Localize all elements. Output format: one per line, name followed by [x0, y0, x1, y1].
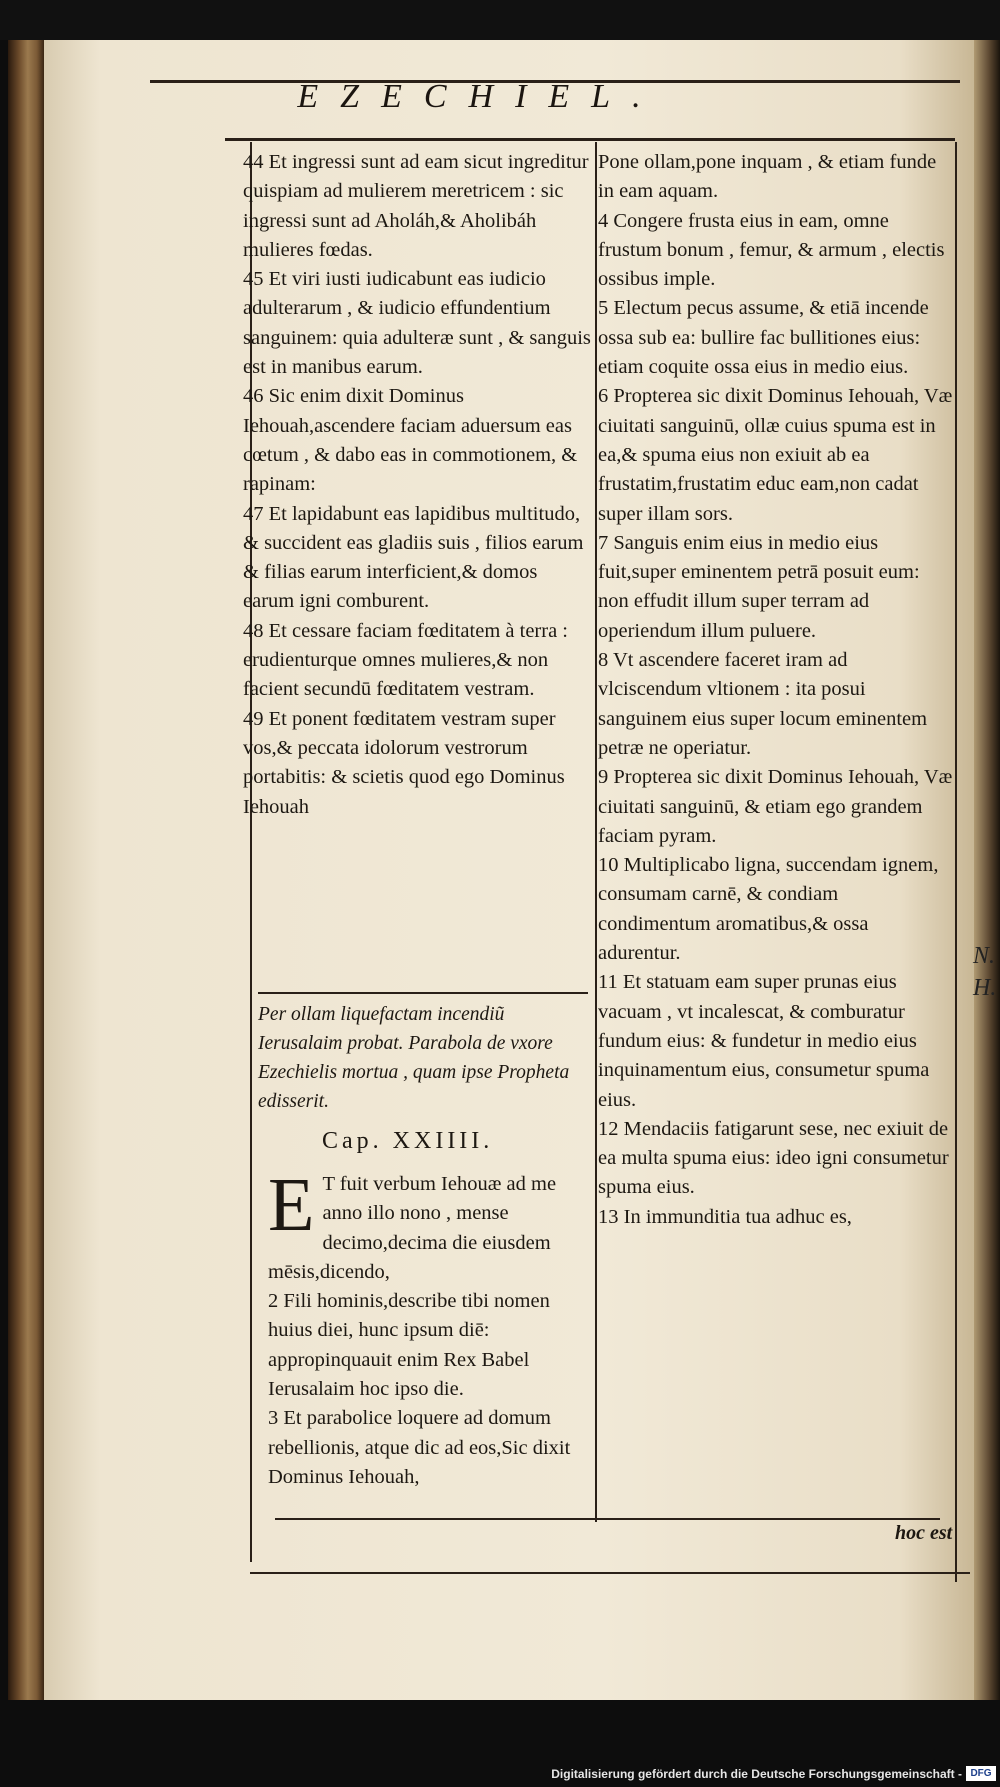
scan-top-border [0, 0, 1000, 40]
header-rule-bottom [225, 138, 955, 141]
verse-47: 47 Et lapidabunt eas lapidibus multitudo, & succident eas gladiis suis , filios earum & filias earum interficient,& domos earum igni comburent. [243, 502, 584, 613]
verse-44: 44 Et ingressi sunt ad eam sicut ingreditur quispiam ad mulierem meretricem : sic ingressi sunt ad Aholáh,& Aholibáh mulieres fœdas. [243, 151, 589, 261]
verse-1-text: T fuit verbum Iehouæ ad me anno illo nono , mense decimo,decima die eiusdem mēsis,dicendo, [268, 1173, 557, 1283]
left-column [243, 148, 593, 822]
chapter-summary: Per ollam liquefactam incendiũ Ierusalaim probat. Parabola de vxore Ezechielis mortua , quam ipse Propheta edisserit. [258, 1004, 570, 1112]
verse-6: 6 Propterea sic dixit Dominus Iehouah, Væ ciuitati sanguinū, ollæ cuius spuma est in ea,& spuma eius non exiuit ab ea frustatim,frustatim educ eam,non cadat super illam sors. [598, 385, 953, 525]
verse-8: 8 Vt ascendere faceret iram ad vlciscendum vltionem : ita posui sanguinem eius super locum eminentem petræ ne operiatur. [598, 649, 928, 759]
verse-4: 4 Congere frusta eius in eam, omne frustum bonum , femur, & armum , electis ossibus imple. [598, 209, 945, 291]
book-fore-edge [8, 40, 44, 1700]
verse-10: 10 Multiplicabo ligna, succendam ignem, consumam carnē, & condiam condimentum aromatibus,& ossa adurentur. [598, 854, 939, 965]
digitization-footer [0, 1762, 1000, 1787]
verse-3-cont: Pone ollam,pone inquam , & etiam funde in eam aquam. [598, 151, 937, 203]
verse-9: 9 Propterea sic dixit Dominus Iehouah, Væ ciuitati sanguinū, & etiam ego grandem faciam pyram. [598, 766, 953, 847]
verse-48: 48 Et cessare faciam fœditatem à terra : erudienturque omnes mulieres,& non facient secundū fœditatem vestram. [243, 619, 568, 701]
drop-cap: E [268, 1163, 315, 1247]
catchword: hoc est [895, 1522, 953, 1544]
verse-49: 49 Et ponent fœditatem vestram super vos,& peccata idolorum vestrorum portabitis: & scietis quod ego Dominus Iehouah [243, 707, 565, 818]
margin-note-h: H. [973, 975, 997, 1001]
verse-5: 5 Electum pecus assume, & etiā incende ossa sub ea: bullire fac bullitiones eius: etiam coquite ossa eius in medio eius. [598, 297, 929, 379]
dfg-logo: DFG [966, 1766, 996, 1781]
verse-45: 45 Et viri iusti iudicabunt eas iudicio adulterarum , & iudicio effundentium sanguinem: quia adulteræ sunt , & sanguis est in manibus earum. [243, 268, 591, 379]
margin-note-n: N. [973, 943, 996, 969]
page-bottom-rule [250, 1572, 970, 1574]
page-title: EZECHIEL. [297, 78, 663, 115]
margin-note [973, 940, 1000, 1004]
verse-46: 46 Sic enim dixit Dominus Iehouah,ascendere faciam aduersum eas cœtum , & dabo eas in commotionem, & rapinam: [243, 385, 578, 496]
right-column [598, 148, 953, 1232]
right-vertical-rule [955, 142, 957, 1582]
verse-13: 13 In immunditia tua adhuc es, [598, 1205, 852, 1228]
page-gutter-shadow [974, 40, 1000, 1700]
chapter-heading: Cap. XXIIII. [322, 1128, 494, 1154]
verse-7: 7 Sanguis enim eius in medio eius fuit,super eminentem petrā posuit eum: non effudit illum super terram ad operiendum illum puluere. [598, 531, 920, 642]
footer-rule [275, 1518, 940, 1520]
summary-rule [258, 992, 588, 994]
verse-3: 3 Et parabolice loquere ad domum rebellionis, atque dic ad eos,Sic dixit Dominus Iehouah, [268, 1407, 571, 1488]
footer-credit: Digitalisierung gefördert durch die Deutsche Forschungsgemeinschaft - [551, 1767, 962, 1781]
verse-2: 2 Fili hominis,describe tibi nomen huius diei, hunc ipsum diē: appropinquauit enim Rex Babel Ierusalaim hoc ipso die. [268, 1290, 550, 1401]
left-column-chapter-start [268, 1163, 598, 1492]
verse-1 [268, 1163, 598, 1287]
verse-12: 12 Mendaciis fatigarunt sese, nec exiuit de ea multa spuma eius: ideo igni consumetur spuma eius. [598, 1117, 949, 1199]
verse-11: 11 Et statuam eam super prunas eius vacuam , vt incalescat, & comburatur fundum eius: & fundetur in medio eius inquinamentum eius, consumetur spuma eius. [598, 971, 930, 1111]
